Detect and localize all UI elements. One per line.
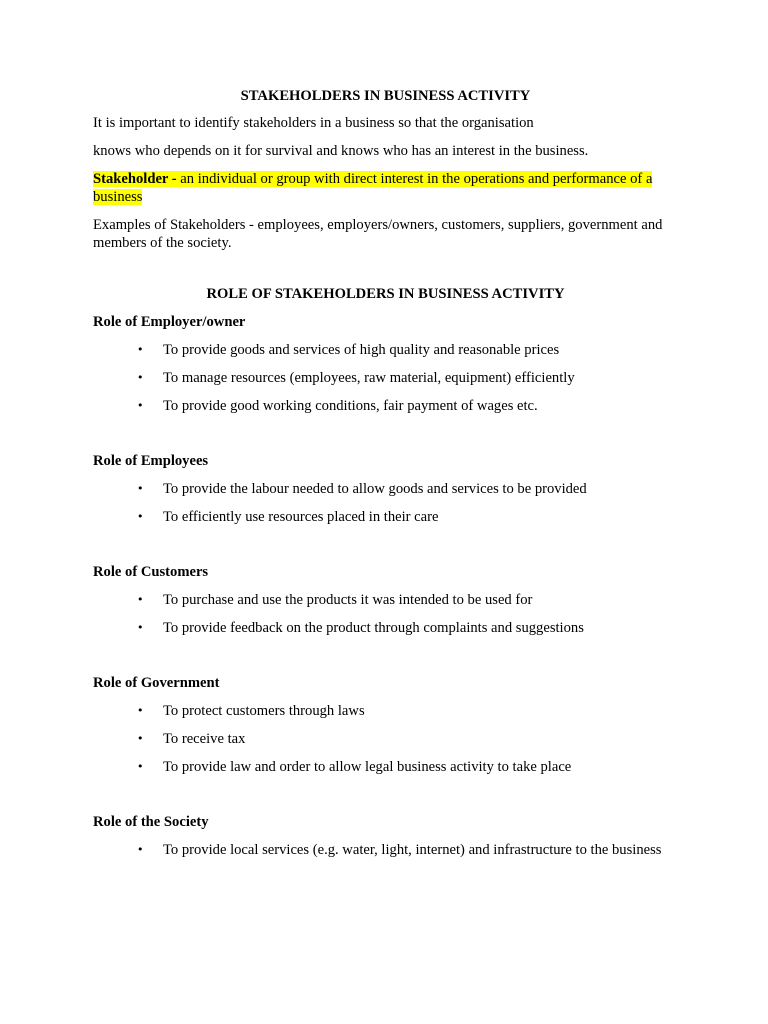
- section-heading: Role of Employees: [93, 453, 209, 469]
- list-item: [93, 841, 678, 869]
- list-item: [93, 591, 678, 619]
- list-item: [93, 369, 678, 397]
- bullet-icon: •: [137, 732, 144, 745]
- list-item: [93, 341, 678, 369]
- list-item-text: To provide the labour needed to allow goods and services to be provided: [163, 481, 587, 497]
- bullet-list: [93, 480, 678, 536]
- section-heading: Role of Employer/owner: [93, 314, 246, 330]
- bullet-list: [93, 702, 678, 786]
- bullet-icon: •: [137, 593, 144, 606]
- section-heading: Role of the Society: [93, 814, 209, 830]
- intro-line-1: It is important to identify stakeholders in a business so that the organisation: [93, 115, 534, 131]
- list-item-text: To manage resources (employees, raw material, equipment) efficiently: [163, 370, 575, 386]
- list-item-text: To provide law and order to allow legal business activity to take place: [163, 759, 572, 775]
- section-heading: Role of Customers: [93, 564, 209, 580]
- stakeholder-definition: [93, 170, 678, 216]
- section-gap: [93, 786, 678, 813]
- bullet-icon: •: [137, 399, 144, 412]
- section-gap: [93, 536, 678, 563]
- bullet-list: [93, 591, 678, 647]
- bullet-icon: •: [137, 704, 144, 717]
- bullet-list: [93, 341, 678, 425]
- list-item: [93, 702, 678, 730]
- definition-term: Stakeholder -: [93, 171, 177, 187]
- document-page: [93, 86, 678, 869]
- list-item: [93, 758, 678, 786]
- section-heading: Role of Government: [93, 675, 220, 691]
- list-item-text: To protect customers through laws: [163, 703, 365, 719]
- list-item-text: To provide good working conditions, fair payment of wages etc.: [163, 398, 538, 414]
- bullet-icon: •: [137, 343, 144, 356]
- list-item-text: To efficiently use resources placed in their care: [163, 509, 439, 525]
- list-item: [93, 480, 678, 508]
- section-gap: [93, 647, 678, 674]
- bullet-icon: •: [137, 510, 144, 523]
- list-item: [93, 730, 678, 758]
- bullet-icon: •: [137, 843, 144, 856]
- list-item-text: To provide feedback on the product through complaints and suggestions: [163, 620, 584, 636]
- list-item-text: To provide goods and services of high quality and reasonable prices: [163, 342, 560, 358]
- bullet-list: [93, 841, 678, 869]
- role-section-title: ROLE OF STAKEHOLDERS IN BUSINESS ACTIVITY: [206, 286, 565, 302]
- bullet-icon: •: [137, 621, 144, 634]
- list-item-text: To purchase and use the products it was intended to be used for: [163, 592, 533, 608]
- bullet-icon: •: [137, 482, 144, 495]
- list-item: [93, 397, 678, 425]
- list-item: [93, 508, 678, 536]
- document-title: STAKEHOLDERS IN BUSINESS ACTIVITY: [240, 88, 531, 104]
- stakeholder-examples: Examples of Stakeholders - employees, employers/owners, customers, suppliers, government and members of the society.: [93, 217, 663, 251]
- section-gap: [93, 425, 678, 452]
- bullet-icon: •: [137, 760, 144, 773]
- definition-text: an individual or group with direct interest in the operations and performance of a business: [93, 171, 653, 205]
- definition-highlight: [93, 171, 652, 205]
- list-item-text: To receive tax: [163, 731, 246, 747]
- role-sections: [93, 313, 678, 869]
- bullet-icon: •: [137, 371, 144, 384]
- list-item: [93, 619, 678, 647]
- intro-line-2: knows who depends on it for survival and knows who has an interest in the business.: [93, 143, 589, 159]
- list-item-text: To provide local services (e.g. water, light, internet) and infrastructure to the business: [163, 842, 662, 858]
